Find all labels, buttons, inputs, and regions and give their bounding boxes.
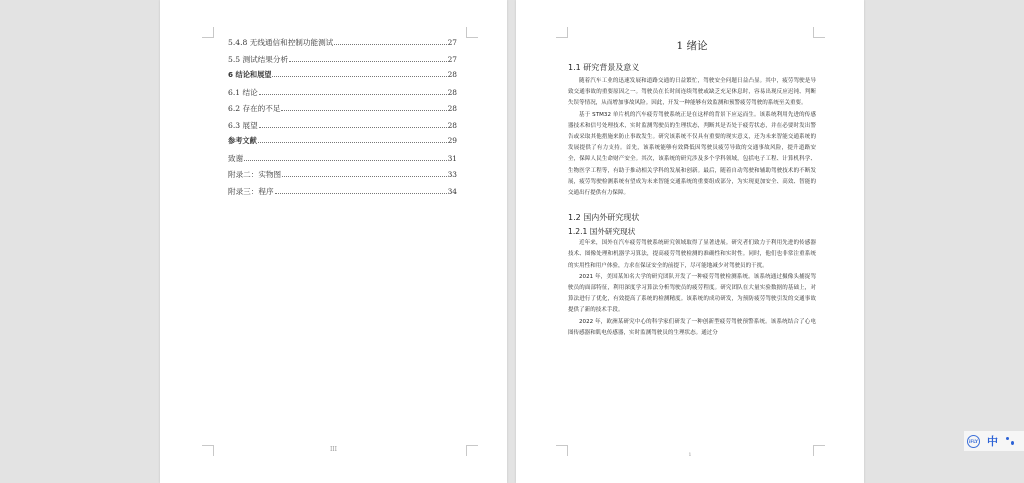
section-heading: 1.1 研究背景及意义 — [568, 63, 640, 72]
document-body[interactable] — [568, 36, 816, 339]
dot-leader — [281, 110, 446, 111]
toc-entry[interactable]: 5.4.8 无线通信和控制功能测试 27 — [228, 38, 457, 47]
table-of-contents — [228, 37, 457, 202]
paragraph: 基于 STM32 单片机的汽车疲劳驾驶系统正是在这样的背景下应运而生。该系统利用先进的传感器技术和信号处理技术，实时监测驾驶员的生理状态，判断其是否处于疲劳状态，并在必要时发出警告或采取其他措施来防止事故发生。研究该系统不仅具有重要的现实意义，还为未来智能交通系统的发展提供了有力支持。首先，该系统能够有效降低因驾驶员疲劳导致的交通事故风险，提升道路安全，保障人民生命财产安全。其次，该系统的研究涉及多个学科领域，包括电子工程、计算机科学、生物医学工程等，有助于推动相关学科的发展和创新。最后，随着自动驾驶和辅助驾驶技术的不断发展，疲劳驾驶检测系统有望成为未来智能交通系统的重要组成部分，为实现更加安全、高效、智能的交通出行提供有力保障。 — [568, 111, 816, 197]
page-number: 1 — [688, 452, 692, 458]
dot-leader — [282, 176, 446, 177]
paragraph: 2022 年，欧洲某研究中心的科学家们研发了一种创新型疲劳驾驶预警系统。该系统结合了心电图传感器和肌电传感器，实时监测驾驶员的生理状态。通过分 — [568, 318, 816, 336]
toc-entry[interactable]: 6.3 展望 28 — [228, 120, 457, 130]
margin-mark-top-right — [466, 27, 478, 38]
paragraph: 近年来，国外在汽车疲劳驾驶系统研究领域取得了显著进展。研究者们致力于利用先进的传感器技术、图像处理和机器学习算法，提高疲劳驾驶检测的准确性和实时性。同时，他们也非常注重系统的实用性和用户体验，力求在保证安全的前提下，尽可能地减少对驾驶员的干扰。 — [568, 240, 816, 269]
chapter-title: 1 绪论 — [676, 40, 708, 52]
document-page-left — [160, 0, 507, 483]
dot-leader — [334, 44, 446, 45]
section-heading: 1.2 国内外研究现状 — [568, 213, 640, 223]
subsection-heading: 1.2.1 国外研究现状 — [568, 227, 636, 237]
dot-leader — [272, 76, 446, 77]
toc-entry[interactable]: 附录三：程序 34 — [228, 186, 457, 196]
ime-logo-icon[interactable]: iFLY — [967, 435, 980, 448]
ime-language-toggle[interactable]: 中 — [987, 435, 998, 448]
toc-entry[interactable]: 5.5 测试结果分析 27 — [228, 54, 457, 64]
margin-mark-top-left — [202, 27, 214, 38]
toc-entry[interactable]: 附录二：实物图 33 — [228, 170, 457, 179]
toc-entry[interactable]: 6.2 存在的不足 28 — [228, 104, 457, 113]
punctuation-mode-icon[interactable] — [1005, 436, 1015, 446]
dot-leader — [289, 61, 447, 62]
dot-leader — [275, 193, 447, 194]
page-number: III — [329, 446, 338, 453]
dot-leader — [258, 142, 447, 143]
paragraph: 随着汽车工业的迅速发展和道路交通的日益繁忙，驾驶安全问题日益凸显。其中，疲劳驾驶是导致交通事故的重要原因之一。驾驶员在长时间连续驾驶或缺乏充足休息时，容易出现反应迟钝、判断失误等情况，从而增加事故风险。因此，开发一种能够有效监测和预警疲劳驾驶的系统至关重要。 — [568, 78, 816, 107]
toc-entry[interactable]: 参考文献 29 — [228, 136, 457, 145]
toc-entry[interactable]: 6.1 结论 28 — [228, 87, 457, 97]
toc-entry[interactable]: 致谢 31 — [228, 153, 457, 163]
margin-mark-top-left — [556, 27, 568, 38]
toc-entry[interactable]: 6 结论和展望 28 — [228, 70, 457, 79]
document-page-right — [516, 0, 864, 483]
dot-leader — [259, 127, 447, 128]
dot-leader — [259, 94, 447, 95]
dot-leader — [244, 160, 446, 161]
ime-toolbar[interactable] — [964, 431, 1024, 451]
paragraph: 2021 年，美国某知名大学的研究团队开发了一种疲劳驾驶检测系统。该系统通过摄像头捕捉驾驶员的面部特征，利用深度学习算法分析驾驶员的疲劳程度。研究团队在大量实验数据的基础上，对算法进行了优化，有效提高了系统的检测精度。该系统的成功研发，为预防疲劳驾驶引发的交通事故提供了新的技术手段。 — [568, 273, 816, 314]
